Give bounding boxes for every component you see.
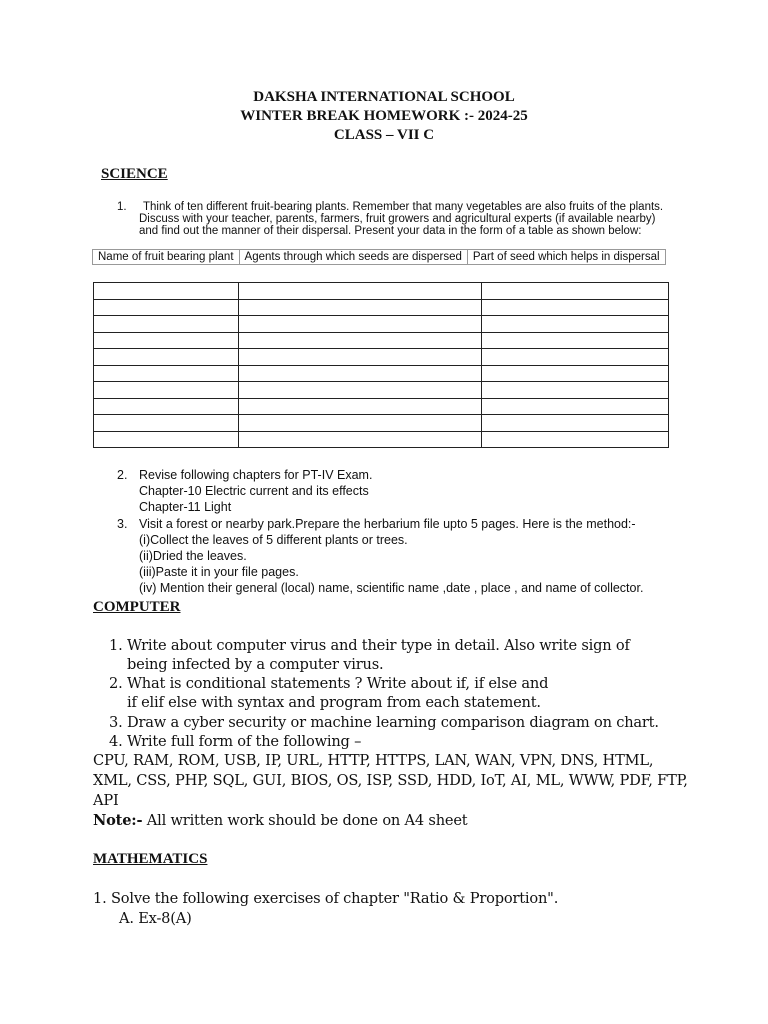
table-row [94, 431, 669, 448]
science-q2-line: Chapter-10 Electric current and its effects [139, 484, 369, 498]
table-cell [239, 365, 482, 382]
table-row [94, 349, 669, 366]
table-cell [482, 299, 669, 316]
table-cell [482, 398, 669, 415]
science-q3-line: (iii)Paste it in your file pages. [139, 565, 299, 579]
science-q2-number: 2. [117, 468, 128, 482]
computer-line: API [93, 792, 119, 809]
science-q1-line: Think of ten different fruit-bearing plants. Remember that many vegetables are also fruits of the plants. [143, 201, 664, 213]
class-label: CLASS – VII C [333, 127, 435, 143]
science-q2-line: Revise following chapters for PT-IV Exam. [139, 468, 373, 482]
table-cell [94, 415, 239, 432]
table-cell [482, 316, 669, 333]
table-row [94, 283, 669, 300]
table-row [94, 382, 669, 399]
table-cell [94, 382, 239, 399]
table-cell [94, 431, 239, 448]
table-cell [94, 283, 239, 300]
table-row [94, 332, 669, 349]
computer-heading: COMPUTER [93, 599, 181, 615]
science-q3-line: (i)Collect the leaves of 5 different plants or trees. [139, 533, 408, 547]
table-row [94, 299, 669, 316]
science-q1-number: 1. [117, 201, 127, 213]
computer-line: 3. Draw a cyber security or machine learning comparison diagram on chart. [109, 714, 659, 731]
science-q3-line: (ii)Dried the leaves. [139, 549, 247, 563]
computer-line: 2. What is conditional statements ? Write about if, if else and [109, 675, 549, 692]
science-q3-number: 3. [117, 517, 128, 531]
table-cell [239, 299, 482, 316]
blank-data-table [93, 282, 669, 448]
school-name: DAKSHA INTERNATIONAL SCHOOL [253, 89, 515, 105]
table-cell [94, 332, 239, 349]
table-cell [239, 332, 482, 349]
table-cell [482, 349, 669, 366]
table-row [94, 316, 669, 333]
computer-line: being infected by a computer virus. [127, 656, 384, 673]
table-cell [94, 316, 239, 333]
table-cell [482, 415, 669, 432]
table-header-cell: Part of seed which helps in dispersal [467, 250, 665, 265]
science-q3-line: Visit a forest or nearby park.Prepare the herbarium file upto 5 pages. Here is the method:- [139, 517, 636, 531]
table-header-cell: Agents through which seeds are dispersed [239, 250, 467, 265]
science-heading: SCIENCE [101, 166, 168, 182]
science-q1-line: and find out the manner of their dispersal. Present your data in the form of a table as shown below: [139, 225, 642, 237]
table-cell [239, 415, 482, 432]
table-cell [482, 382, 669, 399]
computer-line: 4. Write full form of the following – [109, 733, 362, 750]
table-cell [94, 365, 239, 382]
table-cell [239, 349, 482, 366]
note-label: Note:- [93, 812, 143, 829]
homework-title: WINTER BREAK HOMEWORK :- 2024-25 [240, 108, 528, 124]
table-cell [94, 299, 239, 316]
science-q1-line: Discuss with your teacher, parents, farmers, fruit growers and agricultural experts (if available nearby) [139, 213, 656, 225]
math-q1: 1. Solve the following exercises of chapter "Ratio & Proportion". [93, 890, 559, 907]
computer-line: CPU, RAM, ROM, USB, IP, URL, HTTP, HTTPS, LAN, WAN, VPN, DNS, HTML, [93, 752, 654, 769]
science-q2-line: Chapter-11 Light [139, 500, 232, 514]
table-row [94, 365, 669, 382]
table-row [94, 398, 669, 415]
table-cell [482, 332, 669, 349]
table-header-cell: Name of fruit bearing plant [93, 250, 240, 265]
example-table-header [92, 249, 666, 265]
computer-line: XML, CSS, PHP, SQL, GUI, BIOS, OS, ISP, SSD, HDD, IoT, AI, ML, WWW, PDF, FTP, [93, 772, 688, 789]
table-cell [239, 398, 482, 415]
table-cell [482, 431, 669, 448]
table-cell [94, 349, 239, 366]
table-row [94, 415, 669, 432]
table-cell [482, 283, 669, 300]
table-cell [239, 382, 482, 399]
table-cell [482, 365, 669, 382]
science-q3-line: (iv) Mention their general (local) name, scientific name ,date , place , and name of collector. [139, 581, 644, 595]
math-q1a: A. Ex-8(A) [119, 910, 192, 927]
table-cell [94, 398, 239, 415]
table-cell [239, 431, 482, 448]
computer-line: 1. Write about computer virus and their type in detail. Also write sign of [109, 637, 630, 654]
computer-line: if elif else with syntax and program from each statement. [127, 694, 541, 711]
table-cell [239, 283, 482, 300]
mathematics-heading: MATHEMATICS [93, 851, 208, 867]
note-text: All written work should be done on A4 sheet [142, 812, 468, 829]
table-cell [239, 316, 482, 333]
computer-note [93, 812, 467, 829]
